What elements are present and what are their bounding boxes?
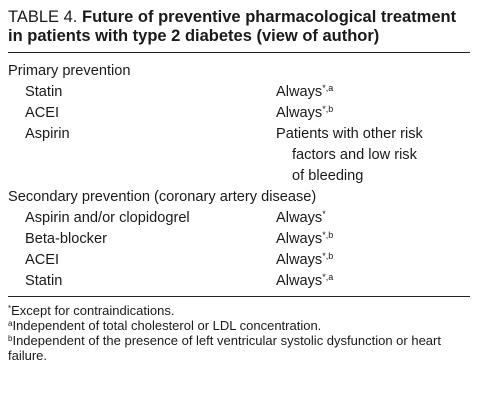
recommendation-text: Always [276, 84, 323, 100]
recommendation-text: Always [276, 273, 323, 289]
top-rule [8, 52, 470, 53]
footnote-marks: *,b [322, 230, 334, 240]
recommendation [276, 229, 470, 250]
recommendation [276, 208, 470, 229]
drug-name: Aspirin [25, 126, 70, 142]
footnote-marks: *,a [322, 272, 334, 282]
footnote-text: Except for contraindications. [11, 303, 175, 318]
table-row [8, 250, 470, 271]
recommendation [276, 82, 470, 103]
footnote-marks: *,b [322, 251, 334, 261]
recommendation-text: Always [276, 231, 323, 247]
footnote [8, 318, 470, 333]
footnote [8, 333, 470, 363]
table-row [8, 229, 470, 250]
table-body [8, 61, 470, 292]
recommendation-line: of bleeding [292, 168, 364, 184]
footnote-text: Independent of total cholesterol or LDL concentration. [12, 318, 322, 333]
footnote-marks: *,a [322, 83, 334, 93]
table-caption [8, 8, 470, 46]
drug-name: Statin [25, 84, 63, 100]
drug-name: Aspirin and/or clopidogrel [25, 210, 190, 226]
footnote-mark: b [8, 334, 13, 343]
footnotes [8, 303, 470, 363]
recommendation-line: Patients with other risk [276, 126, 423, 142]
table-row [8, 271, 470, 292]
drug-name: Statin [25, 273, 63, 289]
recommendation [276, 250, 470, 271]
table-row [8, 103, 470, 124]
drug-name: ACEI [25, 252, 60, 268]
footnote [8, 303, 470, 318]
section-heading-primary: Primary prevention [8, 63, 131, 79]
footnote-marks: *,b [322, 104, 334, 114]
table-row [8, 208, 470, 229]
footnote-mark: * [8, 304, 12, 313]
footnote-text: Independent of the presence of left ventricular systolic dysfunction or heart failure. [8, 333, 441, 363]
section-heading-secondary: Secondary prevention (coronary artery disease) [8, 189, 317, 205]
footnote-mark: a [8, 319, 13, 328]
footnote-marks: * [322, 209, 326, 219]
table-caption-label: TABLE 4. [8, 8, 78, 26]
recommendation [276, 124, 470, 187]
recommendation [276, 103, 470, 124]
drug-name: ACEI [25, 105, 60, 121]
bottom-rule [8, 296, 470, 297]
table-row [8, 82, 470, 103]
table-caption-title: Future of preventive pharmacological treatment in patients with type 2 diabetes (view of author) [8, 8, 457, 45]
table-row [8, 124, 470, 187]
recommendation-text: Always [276, 210, 323, 226]
recommendation [276, 271, 470, 292]
recommendation-text: Always [276, 105, 323, 121]
table-container [8, 8, 470, 363]
recommendation-text: Always [276, 252, 323, 268]
drug-name: Beta-blocker [25, 231, 107, 247]
recommendation-line: factors and low risk [292, 147, 417, 163]
